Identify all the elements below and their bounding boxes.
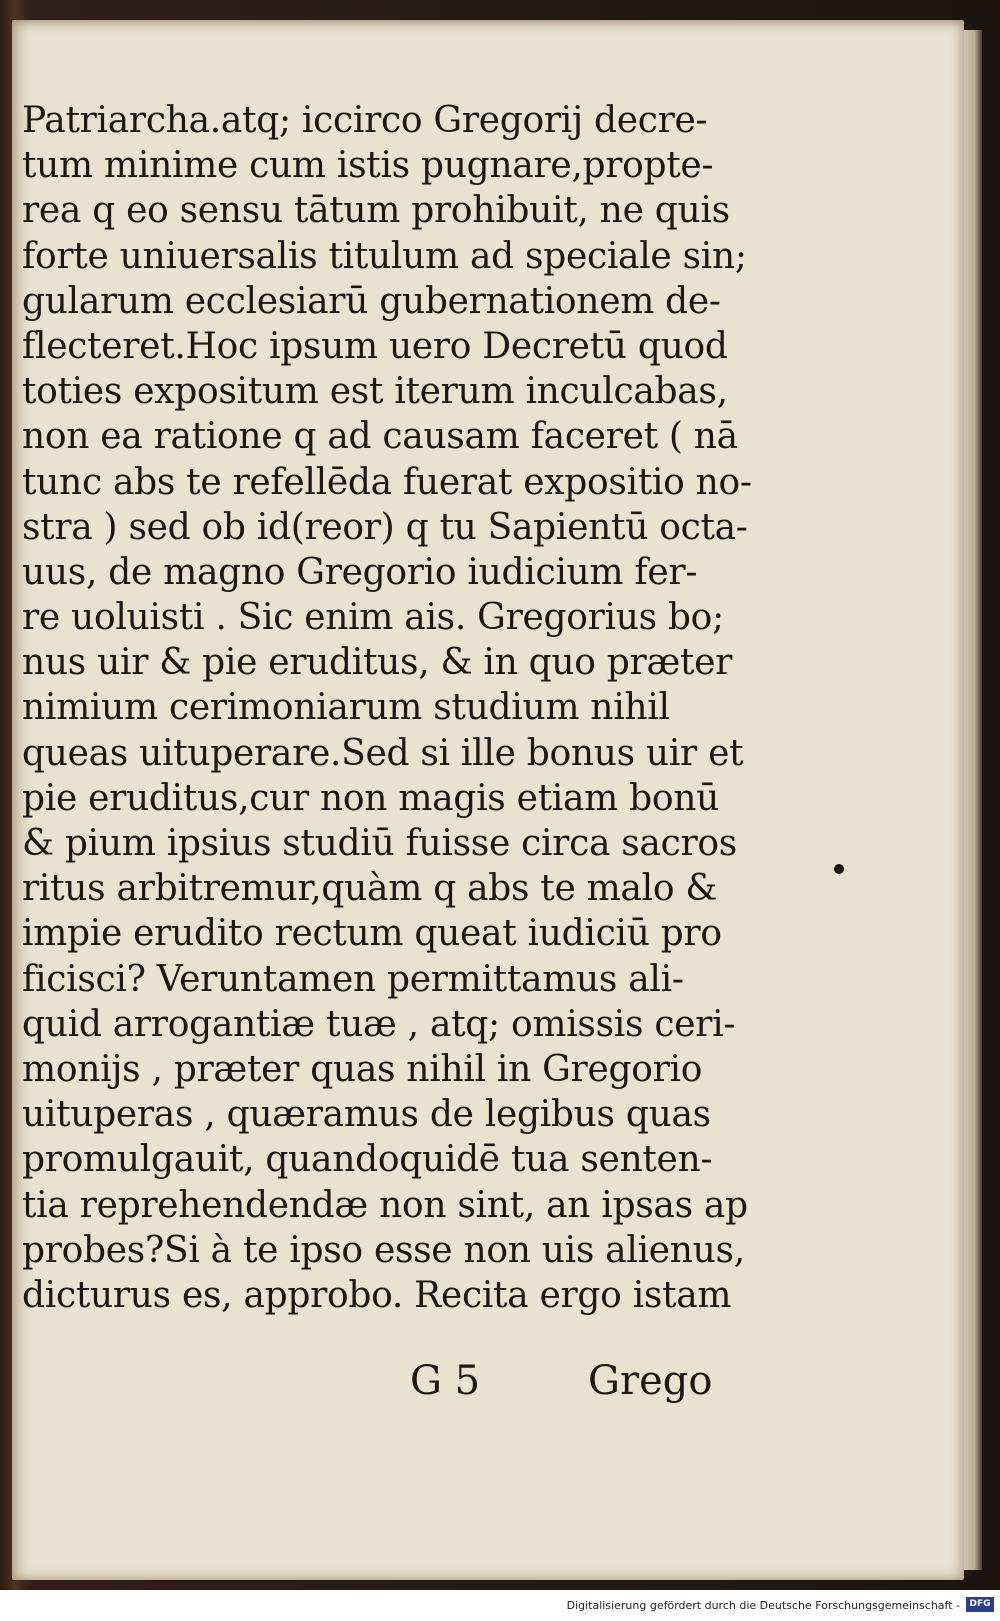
text-line: tum minime cum istis pugnare,propte- — [22, 145, 714, 187]
text-line: quid arrogantiæ tuæ , atq; omissis ceri- — [22, 1003, 736, 1045]
text-line: uituperas , quæramus de legibus quas — [22, 1094, 711, 1136]
text-line: tia reprehendendæ non sint, an ipsas ap — [22, 1184, 748, 1226]
text-line: tunc abs te refellēda fuerat expositio no- — [22, 461, 752, 503]
text-line: gularum ecclesiarū gubernationem de- — [22, 280, 721, 322]
text-line: forte uniuersalis titulum ad speciale sin; — [22, 235, 747, 277]
digitization-footer — [0, 1590, 1000, 1621]
text-line: queas uituperare.Sed si ille bonus uir et — [22, 732, 744, 774]
text-line: Patriarcha.atq; iccirco Gregorij decre- — [22, 100, 708, 141]
text-line: non ea ratione q ad causam faceret ( nā — [22, 416, 738, 458]
page-edge — [964, 30, 982, 1570]
text-line: impie erudito rectum queat iudiciū pro — [22, 913, 722, 955]
text-line: nimium cerimoniarum studium nihil — [22, 687, 670, 729]
text-line: dicturus es, approbo. Recita ergo istam — [22, 1274, 732, 1316]
catchword: Grego — [588, 1358, 713, 1404]
text-line: stra ) sed ob id(reor) q tu Sapientū octa- — [22, 506, 748, 548]
signature-mark: G 5 — [410, 1358, 481, 1404]
margin-dot — [834, 864, 844, 874]
text-line: uus, de magno Gregorio iudicium fer- — [22, 551, 698, 593]
text-line: probes?Si à te ipso esse non uis alienus, — [22, 1229, 745, 1271]
text-line: ficisci? Veruntamen permittamus ali- — [22, 958, 684, 1000]
text-line: flecteret.Hoc ipsum uero Decretū quod — [22, 325, 728, 367]
funding-credit: Digitalisierung gefördert durch die Deutsche Forschungsgemeinschaft - — [566, 1599, 960, 1612]
body-text — [22, 98, 762, 1318]
text-line: & pium ipsius studiū fuisse circa sacros — [22, 823, 737, 864]
book-page — [12, 20, 964, 1580]
text-line: re uoluisti . Sic enim ais. Gregorius bo; — [22, 597, 724, 639]
dfg-logo-icon: DFG — [966, 1597, 994, 1612]
text-line: rea q eo sensu tātum prohibuit, ne quis — [22, 190, 730, 232]
text-line: monijs , præter quas nihil in Gregorio — [22, 1048, 703, 1090]
text-line: ritus arbitremur,quàm q abs te malo & — [22, 868, 718, 910]
text-line: promulgauit, quandoquidē tua senten- — [22, 1139, 713, 1181]
text-line: nus uir & pie eruditus, & in quo præter — [22, 642, 733, 684]
text-line: toties expositum est iterum inculcabas, — [22, 371, 728, 413]
text-line: pie eruditus,cur non magis etiam bonū — [22, 777, 720, 819]
